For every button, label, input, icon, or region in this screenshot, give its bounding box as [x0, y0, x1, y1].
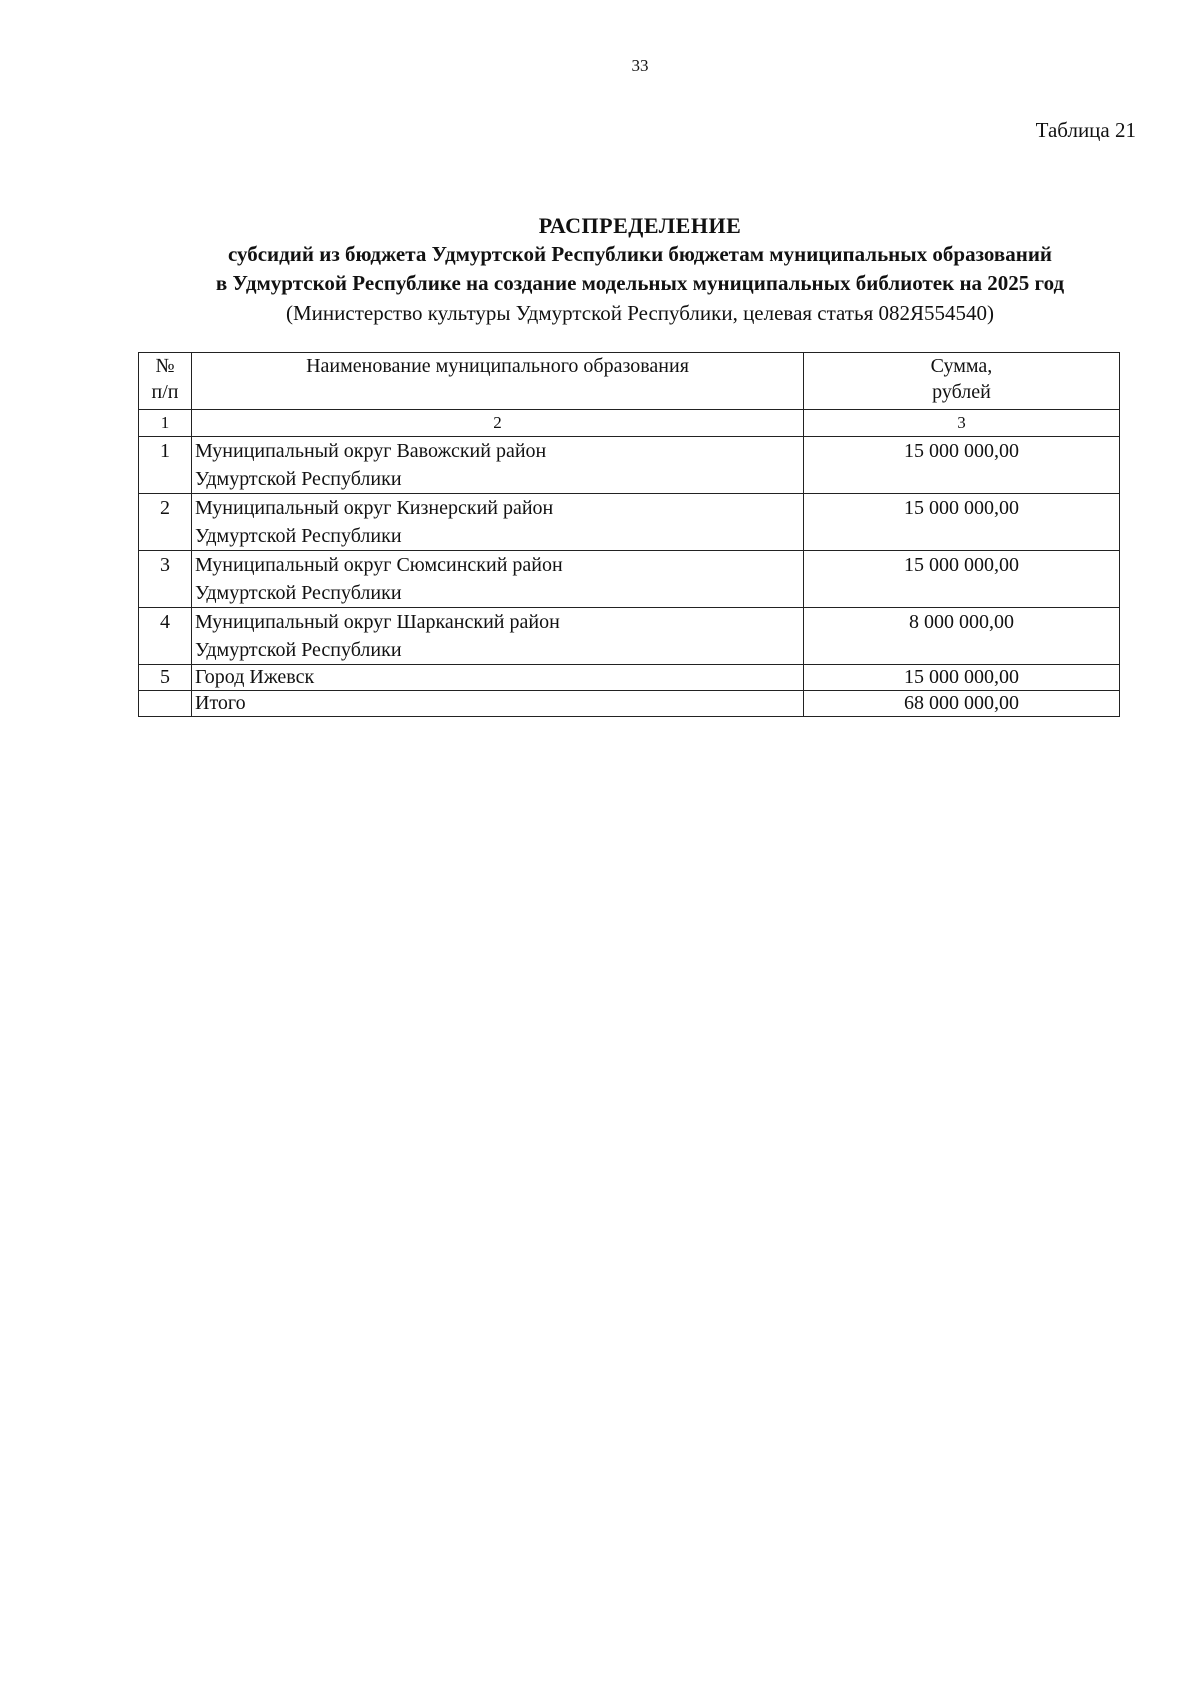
page-number: 33 [631, 56, 649, 75]
title-block [0, 212, 1200, 328]
row-name [192, 551, 804, 608]
total-label: Итого [192, 691, 804, 717]
header-sum [804, 353, 1120, 410]
table-row [139, 437, 1120, 494]
row-sum: 15 000 000,00 [804, 551, 1120, 608]
row-name [192, 437, 804, 494]
table-row [139, 608, 1120, 665]
column-index: 1 [139, 410, 192, 437]
row-name-line2: Удмуртской Республики [195, 468, 402, 490]
row-name-line2: Удмуртской Республики [195, 639, 402, 661]
table-label: Таблица 21 [1035, 118, 1136, 142]
header-name: Наименование муниципального образования [192, 353, 804, 410]
row-number: 2 [139, 494, 192, 551]
total-number-cell [139, 691, 192, 717]
row-name-line1: Муниципальный округ Вавожский район [195, 440, 547, 462]
header-number [139, 353, 192, 410]
total-row [139, 691, 1120, 717]
row-name: Город Ижевск [192, 665, 804, 691]
row-name-line2: Удмуртской Республики [195, 582, 402, 604]
title-note: (Министерство культуры Удмуртской Республики, целевая статья 082Я554540) [286, 301, 994, 325]
document-title: РАСПРЕДЕЛЕНИЕ [538, 213, 742, 238]
header-number-line2: п/п [151, 381, 179, 403]
table-row [139, 551, 1120, 608]
row-name-line1: Муниципальный округ Сюмсинский район [195, 554, 563, 576]
column-index: 2 [192, 410, 804, 437]
row-name-line1: Муниципальный округ Шарканский район [195, 611, 560, 633]
row-number: 5 [139, 665, 192, 691]
row-name-line2: Удмуртской Республики [195, 525, 402, 547]
row-name-line1: Муниципальный округ Кизнерский район [195, 497, 554, 519]
title-subline-1: субсидий из бюджета Удмуртской Республики бюджетам муниципальных образований [227, 242, 1053, 266]
row-number: 1 [139, 437, 192, 494]
title-subline-2: в Удмуртской Республике на создание модельных муниципальных библиотек на 2025 год [215, 271, 1065, 295]
row-name [192, 608, 804, 665]
header-number-line1: № [155, 355, 175, 377]
header-sum-line2: рублей [932, 381, 991, 403]
row-number: 4 [139, 608, 192, 665]
table-row [139, 494, 1120, 551]
table-header-row [139, 353, 1120, 410]
table-row [139, 665, 1120, 691]
row-name [192, 494, 804, 551]
header-sum-line1: Сумма, [930, 355, 993, 377]
distribution-table [138, 352, 1120, 717]
column-index: 3 [804, 410, 1120, 437]
row-sum: 15 000 000,00 [804, 665, 1120, 691]
column-index-row [139, 410, 1120, 437]
row-sum: 15 000 000,00 [804, 494, 1120, 551]
total-sum: 68 000 000,00 [804, 691, 1120, 717]
row-sum: 15 000 000,00 [804, 437, 1120, 494]
row-number: 3 [139, 551, 192, 608]
row-sum: 8 000 000,00 [804, 608, 1120, 665]
